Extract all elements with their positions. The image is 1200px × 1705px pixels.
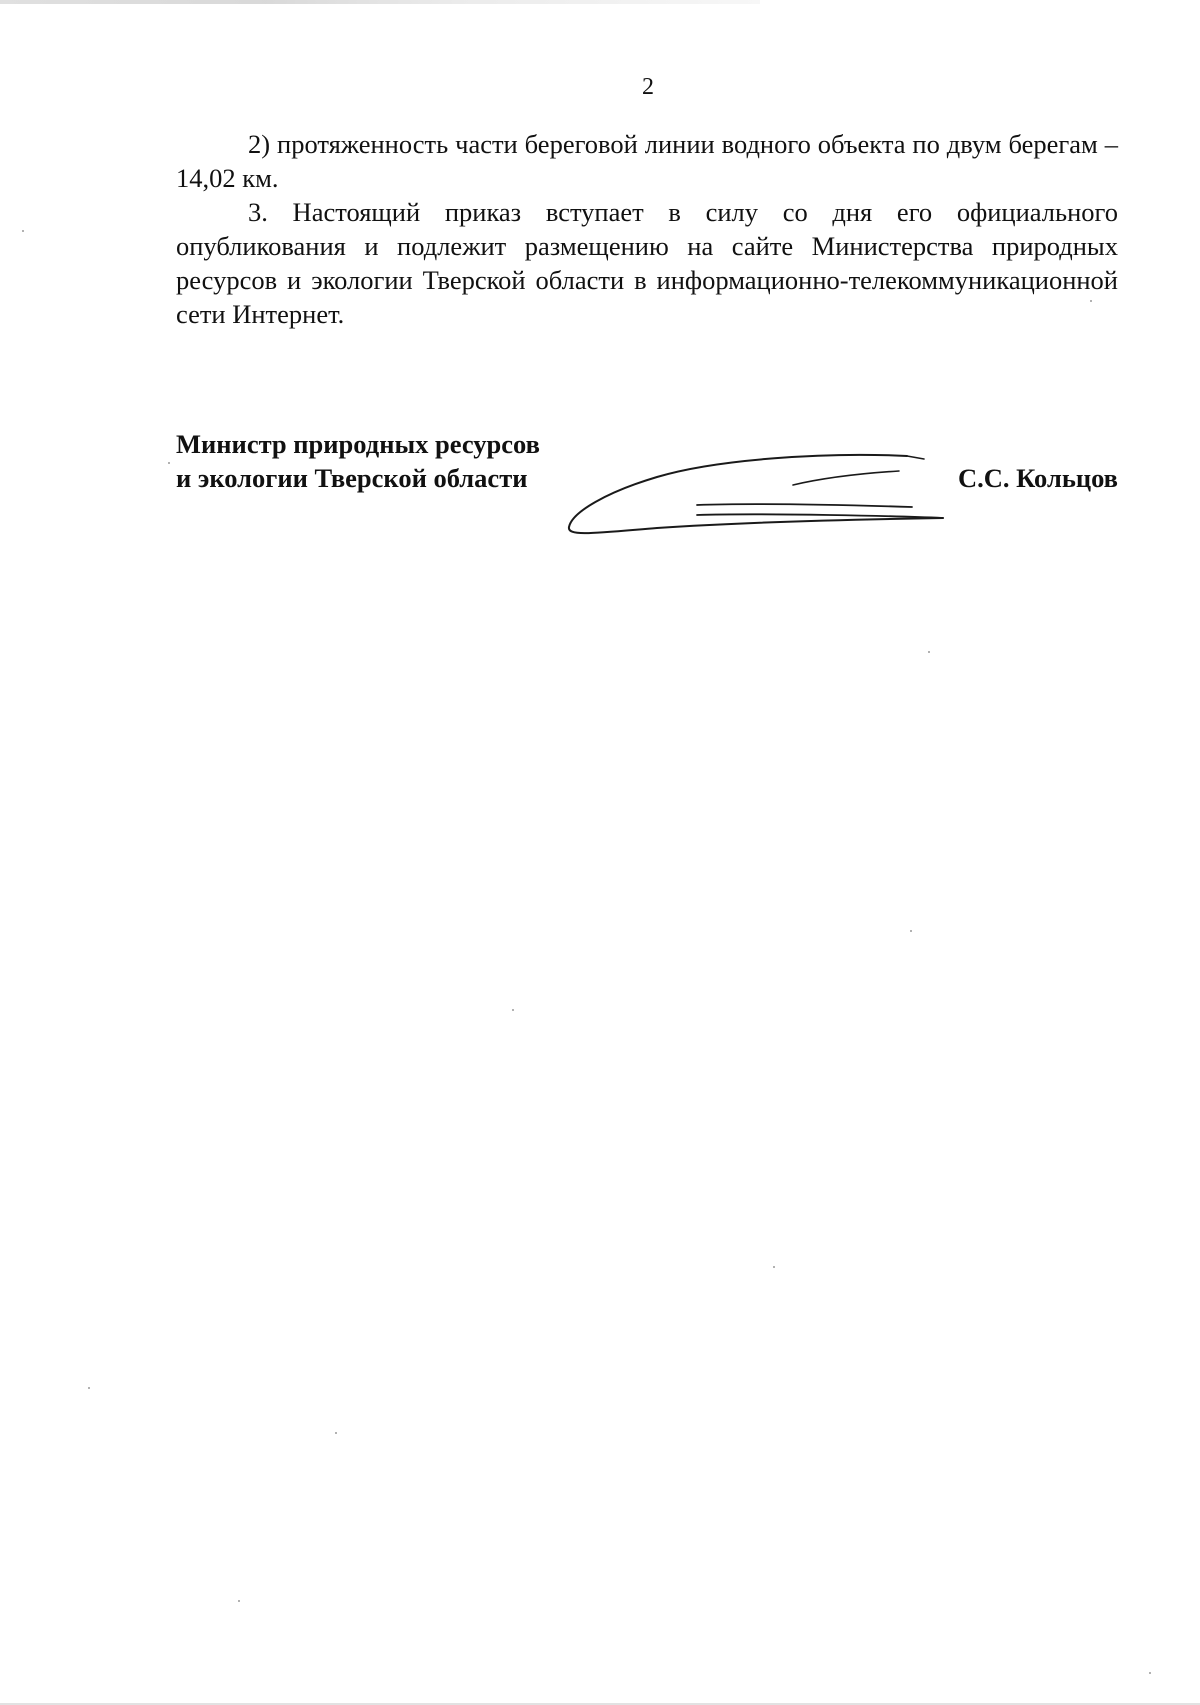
- signer-position: [176, 427, 540, 495]
- scan-speck: [1090, 300, 1092, 302]
- scan-speck: [928, 651, 930, 653]
- scan-speck: [512, 1009, 514, 1011]
- document-body: [176, 127, 1118, 331]
- scan-speck: [22, 230, 24, 232]
- signer-position-line-1: Министр природных ресурсов: [176, 429, 540, 459]
- paragraph-item-2: 2) протяженность части береговой линии водного объекта по двум берегам – 14,02 км.: [176, 129, 1118, 193]
- scan-speck: [910, 930, 912, 932]
- signer-name: С.С. Кольцов: [958, 463, 1118, 493]
- page-number: 2: [642, 74, 654, 100]
- scan-speck: [238, 1600, 240, 1602]
- paragraph-item-3: 3. Настоящий приказ вступает в силу со дня его официального опубликования и подлежит размещению на сайте Министерства природных ресурсов и экологии Тверской области в информационно-телекоммуникационной сети Интернет.: [176, 197, 1118, 329]
- scan-speck: [773, 1266, 775, 1268]
- scan-speck: [88, 1387, 90, 1389]
- scan-speck: [1149, 1672, 1151, 1674]
- scan-edge-top: [0, 0, 760, 4]
- scan-speck: [168, 462, 170, 464]
- scan-speck: [335, 1432, 337, 1434]
- handwritten-signature: [567, 437, 967, 537]
- signature-block: [176, 427, 1118, 547]
- signer-position-line-2: и экологии Тверской области: [176, 463, 528, 493]
